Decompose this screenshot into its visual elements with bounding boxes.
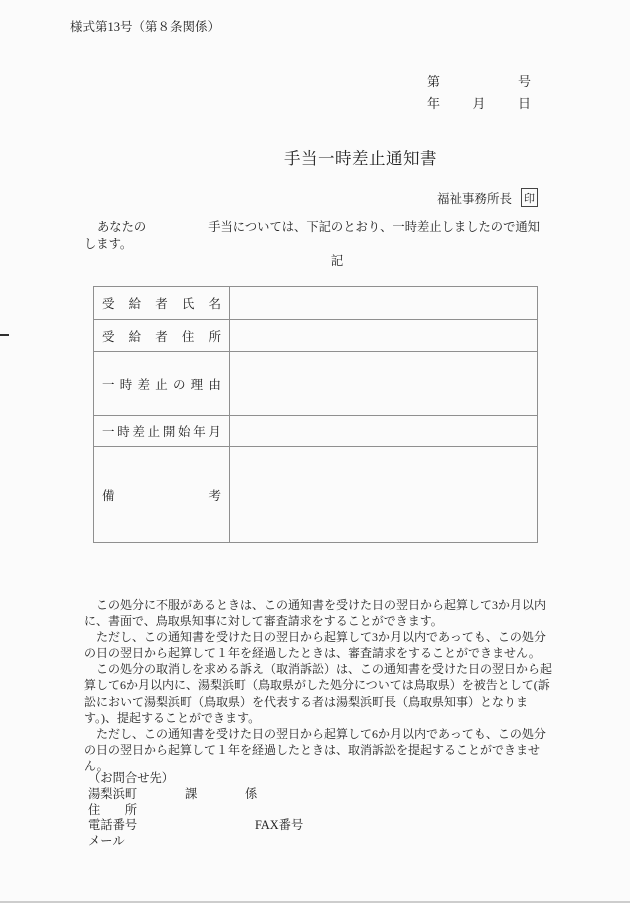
town-label: 湯梨浜町 <box>88 786 138 801</box>
notice-body <box>84 219 548 253</box>
doc-number-suffix: 号 <box>517 74 531 89</box>
contact-heading: （お問合せ先） <box>88 771 175 785</box>
row-value-cell <box>230 287 538 320</box>
row-label: 一 時 差 止 の 理 由 <box>102 377 221 392</box>
issuer-label: 福祉事務所長 <box>437 191 513 206</box>
date-month-label: 月 <box>472 96 486 111</box>
notice-sentence: 手当については、下記のとおり、一時差止しましたので通知します。 <box>84 220 540 251</box>
appeal-review-paragraph: この処分に不服があるときは、この通知書を受けた日の翌日から起算して3か月以内に、書面で、鳥取県知事に対して審査請求をすることができます。 <box>84 598 547 629</box>
row-label-cell <box>94 287 230 320</box>
lawsuit-paragraph: この処分の取消しを求める訴え（取消訴訟）は、この通知書を受けた日の翌日から起算して6か月以内に、湯梨浜町（鳥取県がした処分については鳥取県）を被告として(訴訟において湯梨浜町（鳥取県）を代表する者は湯梨浜町長（鳥取県知事）となります。)、提起することができます。 <box>84 662 553 725</box>
address-label: 住 所 <box>88 802 137 817</box>
section-label: 課 <box>185 786 198 801</box>
form-number: 様式第13号（第８条関係） <box>70 20 221 34</box>
table-row-suspension-reason <box>94 352 538 416</box>
legal-notes <box>84 597 552 774</box>
contact-email-line <box>88 834 303 850</box>
contact-org-line <box>88 787 303 803</box>
row-label: 一 時 差 止 開 始 年 月 <box>102 425 221 439</box>
row-value-cell <box>230 447 538 543</box>
seal-char: 印 <box>524 192 536 205</box>
issuer-line <box>437 188 538 207</box>
notice-table <box>93 286 538 543</box>
row-label-cell <box>94 320 230 352</box>
date-day-label: 日 <box>517 96 531 111</box>
row-label: 備 考 <box>102 488 221 503</box>
email-label: メール <box>88 834 125 849</box>
row-label: 受 給 者 住 所 <box>102 329 221 344</box>
row-value-cell <box>230 416 538 447</box>
fax-label: FAX番号 <box>255 818 304 833</box>
contact-phone-line <box>88 818 303 834</box>
lawsuit-limit-paragraph: ただし、この通知書を受けた日の翌日から起算して6か月以内であっても、この処分の日の翌日から起算して１年を経過したときは、取消訴訟を提起することができません。 <box>84 726 546 773</box>
subsection-label: 係 <box>245 786 258 801</box>
seal-mark <box>521 188 538 207</box>
row-label-cell <box>94 352 230 416</box>
row-label: 受 給 者 氏 名 <box>102 297 221 311</box>
row-value-cell <box>230 352 538 416</box>
phone-label: 電話番号 <box>88 818 138 833</box>
table-row-recipient-name <box>94 287 538 320</box>
table-row-suspension-start <box>94 416 538 447</box>
appeal-review-limit-paragraph: ただし、この通知書を受けた日の翌日から起算して3か月以内であっても、この処分の日の翌日から起算して１年を経過したときは、審査請求をすることができません。 <box>84 630 546 661</box>
ki-marker: 記 <box>330 254 344 268</box>
doc-number-line <box>427 71 531 90</box>
date-year-label: 年 <box>427 96 441 111</box>
binding-mark <box>0 334 9 336</box>
doc-number-prefix: 第 <box>427 74 441 89</box>
addressee-label: あなたの <box>97 220 147 234</box>
row-label-cell <box>94 416 230 447</box>
row-value-cell <box>230 320 538 352</box>
date-line <box>427 93 531 112</box>
page-title: 手当一時差止通知書 <box>284 149 437 168</box>
row-label-cell <box>94 447 230 543</box>
table-row-recipient-address <box>94 320 538 352</box>
contact-address-line <box>88 803 303 819</box>
table-row-remarks <box>94 447 538 543</box>
contact-section <box>88 771 303 850</box>
